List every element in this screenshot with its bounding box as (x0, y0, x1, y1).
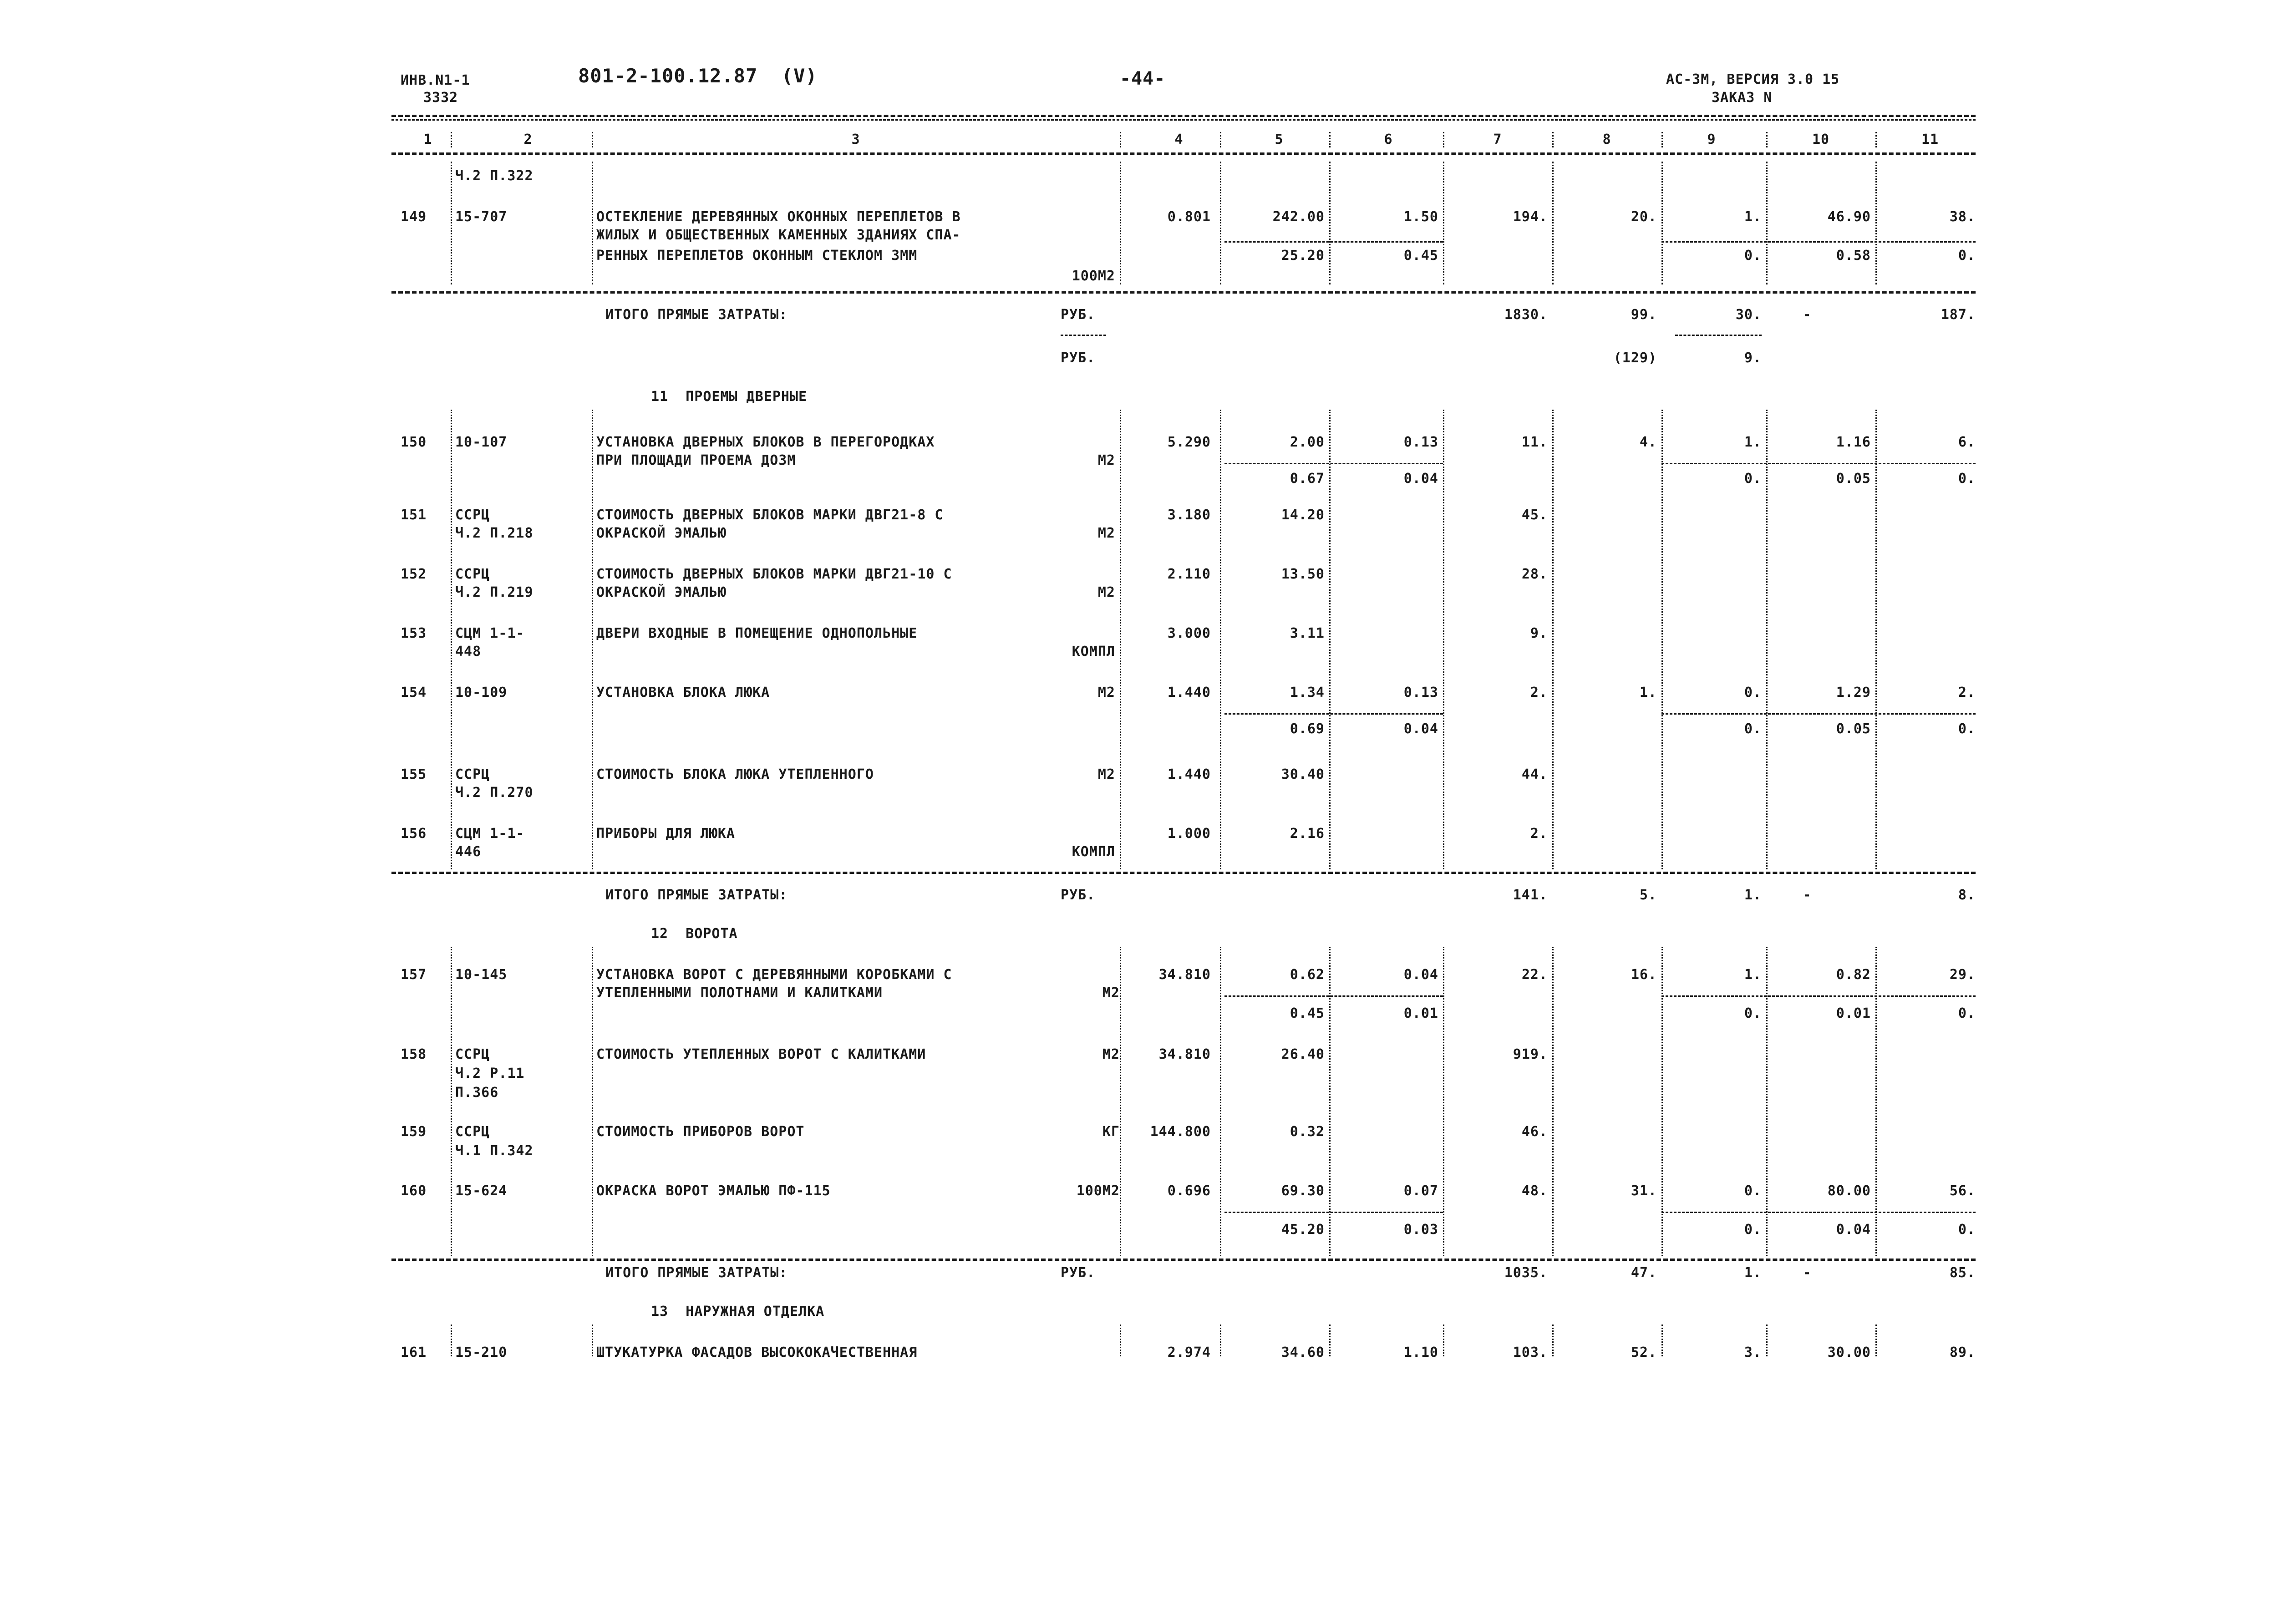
row-149-separator-2 (1120, 162, 1121, 284)
section-11-separator-2 (1120, 410, 1121, 869)
cell-code-2: 448 (455, 644, 482, 660)
cell-c11: 6. (1958, 434, 1976, 450)
cell-c9: 1. (1744, 209, 1762, 225)
cell-unit: КГ (1102, 1124, 1120, 1140)
section-heading-11: 11 ПРОЕМЫ ДВЕРНЫЕ (651, 389, 808, 405)
sub-rule-149-left (1224, 241, 1443, 243)
cell-num: 157 (401, 967, 427, 983)
cell-c7: 28. (1521, 566, 1548, 582)
totals-c9-underline (1675, 335, 1762, 336)
column-header-7: 7 (1493, 132, 1502, 147)
cell-desc: УСТАНОВКА ВОРОТ С ДЕРЕВЯННЫМИ КОРОБКАМИ С (596, 967, 952, 983)
cell-unit: М2 (1097, 584, 1115, 600)
cell-c5b: 0.45 (1290, 1005, 1325, 1021)
cell-code: 15-707 (455, 209, 508, 225)
cell-c6b: 0.03 (1403, 1222, 1438, 1238)
cell-desc: ЖИЛЫХ И ОБЩЕСТВЕННЫХ КАМЕННЫХ ЗДАНИЯХ СПА- (596, 227, 961, 243)
cell-c5: 242.00 (1272, 209, 1325, 225)
cell-c4: 3.180 (1167, 507, 1211, 523)
totals-c8: 47. (1631, 1265, 1657, 1281)
cell-c7: 48. (1521, 1183, 1548, 1199)
cell-c4: 2.974 (1167, 1345, 1211, 1360)
cell-c5b: 0.69 (1290, 721, 1325, 737)
cell-c10b: 0.05 (1836, 721, 1871, 737)
cell-desc: РЕННЫХ ПЕРЕПЛЕТОВ ОКОННЫМ СТЕКЛОМ 3ММ (596, 248, 918, 264)
cell-c9: 0. (1744, 1183, 1762, 1199)
section-11-separator-9 (1875, 410, 1877, 869)
cell-c10: 80.00 (1827, 1183, 1871, 1199)
cell-c7: 103. (1513, 1345, 1548, 1360)
section-11-separator-7 (1661, 410, 1663, 869)
cell-c9b: 0. (1744, 471, 1762, 487)
cell-c6: 0.45 (1403, 248, 1438, 264)
totals-c11: 8. (1958, 887, 1976, 903)
section-12-separator-0 (451, 947, 452, 1256)
row-149-separator-6 (1552, 162, 1554, 284)
cell-c10b: 0.01 (1836, 1005, 1871, 1021)
cell-desc: ШТУКАТУРКА ФАСАДОВ ВЫСОКОКАЧЕСТВЕННАЯ (596, 1345, 918, 1360)
row-161-separator-1 (592, 1325, 593, 1356)
column-header-8: 8 (1602, 132, 1611, 147)
cell-unit: КОМПЛ (1072, 644, 1115, 660)
totals-label: ИТОГО ПРЯМЫЕ ЗАТРАТЫ: (605, 1265, 788, 1281)
cell-c4: 1.000 (1167, 826, 1211, 842)
page-number: -44- (1120, 68, 1166, 89)
cell-c11: 38. (1949, 209, 1976, 225)
cell-num: 161 (401, 1345, 427, 1360)
cell-c5: 1.34 (1290, 685, 1325, 700)
cell-c10: 1.29 (1836, 685, 1871, 700)
cell-code-2: 446 (455, 844, 482, 860)
cell-code: 10-109 (455, 685, 508, 700)
cell-desc-2: УТЕПЛЕННЫМИ ПОЛОТНАМИ И КАЛИТКАМИ (596, 985, 883, 1001)
column-header-2: 2 (523, 132, 533, 147)
row-161-separator-5 (1443, 1325, 1444, 1356)
header-bottom-rule (391, 152, 1976, 155)
cell-code: СЦМ 1-1- (455, 625, 525, 641)
row-149-separator-7 (1661, 162, 1663, 284)
column-header-separator-9 (1875, 132, 1877, 147)
cell-num: 155 (401, 766, 427, 782)
cell-code: 10-107 (455, 434, 508, 450)
cell-c4: 0.696 (1167, 1183, 1211, 1199)
section-11-separator-6 (1552, 410, 1554, 869)
top-rule (391, 115, 1976, 117)
cell-num: 156 (401, 826, 427, 842)
sub-rule-149-right (1661, 241, 1976, 243)
section-rule-1 (391, 291, 1976, 294)
totals-c9: 1. (1744, 887, 1762, 903)
cell-desc-2: ПРИ ПЛОЩАДИ ПРОЕМА ДО3М (596, 452, 796, 468)
section-11-separator-4 (1329, 410, 1331, 869)
totals-c10: - (1803, 1265, 1812, 1281)
cell-c7: 22. (1521, 967, 1548, 983)
row-149-separator-1 (592, 162, 593, 284)
cell-unit: М2 (1097, 525, 1115, 541)
cell-code-2: Ч.2 П.218 (455, 525, 533, 541)
cell-c8: 52. (1631, 1345, 1657, 1360)
cell-desc: СТОИМОСТЬ ДВЕРНЫХ БЛОКОВ МАРКИ ДВГ21-8 С (596, 507, 944, 523)
cell-c9b: 0. (1744, 721, 1762, 737)
section-12-separator-2 (1120, 947, 1121, 1256)
cell-c6b: 0.01 (1403, 1005, 1438, 1021)
section-12-separator-7 (1661, 947, 1663, 1256)
section-heading-13: 13 НАРУЖНАЯ ОТДЕЛКА (651, 1304, 825, 1320)
row-161-separator-9 (1875, 1325, 1877, 1356)
cell-c4: 5.290 (1167, 434, 1211, 450)
column-header-separator-0 (451, 132, 452, 147)
column-header-separator-2 (1120, 132, 1121, 147)
section-heading-12: 12 ВОРОТА (651, 926, 738, 942)
cell-c5: 0.62 (1290, 967, 1325, 983)
cell-c7: 44. (1521, 766, 1548, 782)
column-header-separator-4 (1329, 132, 1331, 147)
column-header-11: 11 (1921, 132, 1939, 147)
section-12-separator-8 (1766, 947, 1768, 1256)
sub-rule-left (1224, 1212, 1443, 1213)
cell-num: 152 (401, 566, 427, 582)
section-12-separator-6 (1552, 947, 1554, 1256)
cell-desc: УСТАНОВКА БЛОКА ЛЮКА (596, 685, 770, 700)
cell-c11: 89. (1949, 1345, 1976, 1360)
cell-code: ССРЦ (455, 1046, 490, 1062)
cell-c7: 46. (1521, 1124, 1548, 1140)
cell-c4: 0.801 (1167, 209, 1211, 225)
cell-c6: 0.13 (1403, 685, 1438, 700)
row-149-separator-0 (451, 162, 452, 284)
totals-c9b: 9. (1744, 350, 1762, 366)
cell-c11b: 0. (1958, 1222, 1976, 1238)
sub-rule-right (1661, 1212, 1976, 1213)
cell-num: 150 (401, 434, 427, 450)
program-version: АС-3М, ВЕРСИЯ 3.0 15 (1666, 71, 1840, 87)
section-11-separator-5 (1443, 410, 1444, 869)
cell-c5: 14.20 (1281, 507, 1325, 523)
column-header-separator-1 (592, 132, 593, 147)
cell-c10: 0.58 (1836, 248, 1871, 264)
cell-c5: 2.16 (1290, 826, 1325, 842)
cell-c6: 0.04 (1403, 967, 1438, 983)
cell-c6b: 0.04 (1403, 721, 1438, 737)
cell-unit: М2 (1097, 452, 1115, 468)
cell-code: 15-210 (455, 1345, 508, 1360)
totals-c8: 5. (1639, 887, 1657, 903)
totals-c7: 1830. (1504, 307, 1548, 323)
sub-rule-right (1661, 463, 1976, 464)
cell-c5: 26.40 (1281, 1046, 1325, 1062)
column-header-5: 5 (1275, 132, 1284, 147)
cell-c7: 919. (1513, 1046, 1548, 1062)
cell-c6: 0.07 (1403, 1183, 1438, 1199)
section-11-separator-1 (592, 410, 593, 869)
row-161-separator-2 (1120, 1325, 1121, 1356)
cell-c6: 1.50 (1403, 209, 1438, 225)
inventory-label: ИНВ.N1-1 (401, 72, 470, 88)
cell-c4: 1.440 (1167, 766, 1211, 782)
cell-code-2: Ч.2 П.219 (455, 584, 533, 600)
cell-desc: СТОИМОСТЬ БЛОКА ЛЮКА УТЕПЛЕННОГО (596, 766, 874, 782)
cell-desc: ПРИБОРЫ ДЛЯ ЛЮКА (596, 826, 735, 842)
cell-c10: 0.82 (1836, 967, 1871, 983)
cell-code: ССРЦ (455, 1124, 490, 1140)
totals-unit: РУБ. (1061, 307, 1096, 323)
cell-code-2: Ч.2 П.270 (455, 785, 533, 801)
row-161-separator-4 (1329, 1325, 1331, 1356)
cell-code-2: Ч.2 Р.11 (455, 1066, 525, 1081)
cell-c4: 144.800 (1150, 1124, 1211, 1140)
cell-num: 154 (401, 685, 427, 700)
section-11-separator-3 (1220, 410, 1221, 869)
section-12-separator-4 (1329, 947, 1331, 1256)
totals-c7: 1035. (1504, 1265, 1548, 1281)
cell-c5: 69.30 (1281, 1183, 1325, 1199)
totals-unit: РУБ. (1061, 1265, 1096, 1281)
cell-c11: 2. (1958, 685, 1976, 700)
section-rule-3 (391, 1259, 1976, 1261)
cell-desc-2: ОКРАСКОЙ ЭМАЛЬЮ (596, 525, 726, 541)
totals-c9: 30. (1735, 307, 1762, 323)
cell-code: ССРЦ (455, 507, 490, 523)
cell-c8: 20. (1631, 209, 1657, 225)
cell-c5: 25.20 (1281, 248, 1325, 264)
cell-num: 158 (401, 1046, 427, 1062)
cell-c11b: 0. (1958, 471, 1976, 487)
row-149-separator-9 (1875, 162, 1877, 284)
cell-c10b: 0.05 (1836, 471, 1871, 487)
cell-c7: 194. (1513, 209, 1548, 225)
cell-c8: 4. (1639, 434, 1657, 450)
cell-c5: 30.40 (1281, 766, 1325, 782)
cell-unit: М2 (1097, 685, 1115, 700)
cell-c9: 1. (1744, 967, 1762, 983)
row-161-separator-3 (1220, 1325, 1221, 1356)
cell-desc: ОСТЕКЛЕНИЕ ДЕРЕВЯННЫХ ОКОННЫХ ПЕРЕПЛЕТОВ В (596, 209, 961, 225)
cell-code-3: П.366 (455, 1085, 499, 1101)
column-header-separator-5 (1443, 132, 1444, 147)
cell-c4: 1.440 (1167, 685, 1211, 700)
cell-desc: СТОИМОСТЬ ПРИБОРОВ ВОРОТ (596, 1124, 805, 1140)
cell-c7: 45. (1521, 507, 1548, 523)
column-header-separator-6 (1552, 132, 1554, 147)
cell-num: 153 (401, 625, 427, 641)
cell-c5: 34.60 (1281, 1345, 1325, 1360)
section-12-separator-5 (1443, 947, 1444, 1256)
inventory-number: 3332 (423, 90, 458, 106)
cell-c7: 11. (1521, 434, 1548, 450)
column-header-4: 4 (1174, 132, 1184, 147)
row-161-separator-8 (1766, 1325, 1768, 1356)
cell-c6: 1.10 (1403, 1345, 1438, 1360)
cell-c4: 3.000 (1167, 625, 1211, 641)
totals-c11: 187. (1941, 307, 1976, 323)
cell-c10b: 0.04 (1836, 1222, 1871, 1238)
cell-c6: 0.13 (1403, 434, 1438, 450)
cell-code: Ч.2 П.322 (455, 168, 533, 184)
cell-c7: 2. (1530, 826, 1548, 842)
cell-code: 10-145 (455, 967, 508, 983)
column-header-3: 3 (851, 132, 860, 147)
column-header-10: 10 (1812, 132, 1830, 147)
cell-c9: 1. (1744, 434, 1762, 450)
cell-c4: 34.810 (1158, 1046, 1211, 1062)
totals-c7: 141. (1513, 887, 1548, 903)
totals-unit-underline (1061, 335, 1106, 336)
row-161-separator-0 (451, 1325, 452, 1356)
sub-rule-left (1224, 713, 1443, 715)
cell-num: 160 (401, 1183, 427, 1199)
cell-c5: 3.11 (1290, 625, 1325, 641)
cell-c5: 2.00 (1290, 434, 1325, 450)
cell-unit: 100М2 (1076, 1183, 1120, 1199)
section-11-separator-0 (451, 410, 452, 869)
totals-c10: - (1803, 887, 1812, 903)
cell-c5: 0.32 (1290, 1124, 1325, 1140)
cell-c8: 31. (1631, 1183, 1657, 1199)
cell-desc: СТОИМОСТЬ ДВЕРНЫХ БЛОКОВ МАРКИ ДВГ21-10 С (596, 566, 952, 582)
totals-unit-2: РУБ. (1061, 350, 1096, 366)
sub-rule-left (1224, 995, 1443, 997)
cell-c5: 13.50 (1281, 566, 1325, 582)
totals-c11: 85. (1949, 1265, 1976, 1281)
cell-unit: 100М2 (1072, 268, 1115, 284)
cell-c11b: 0. (1958, 1005, 1976, 1021)
cell-c10: 30.00 (1827, 1345, 1871, 1360)
cell-desc: ДВЕРИ ВХОДНЫЕ В ПОМЕЩЕНИЕ ОДНОПОЛЬНЫЕ (596, 625, 918, 641)
cell-c9b: 0. (1744, 1222, 1762, 1238)
cell-code: СЦМ 1-1- (455, 826, 525, 842)
cell-c9: 0. (1744, 248, 1762, 264)
cell-c6b: 0.04 (1403, 471, 1438, 487)
totals-label: ИТОГО ПРЯМЫЕ ЗАТРАТЫ: (605, 307, 788, 323)
sub-rule-left (1224, 463, 1443, 464)
cell-c11b: 0. (1958, 721, 1976, 737)
cell-c7: 9. (1530, 625, 1548, 641)
cell-unit: М2 (1097, 766, 1115, 782)
cell-c11: 0. (1958, 248, 1976, 264)
sub-rule-right (1661, 713, 1976, 715)
cell-num: 151 (401, 507, 427, 523)
sub-rule-right (1661, 995, 1976, 997)
cell-desc: ОКРАСКА ВОРОТ ЭМАЛЬЮ ПФ-115 (596, 1183, 831, 1199)
row-149-separator-8 (1766, 162, 1768, 284)
section-rule-2 (391, 872, 1976, 874)
section-12-separator-1 (592, 947, 593, 1256)
totals-unit: РУБ. (1061, 887, 1096, 903)
top-rule-2 (391, 119, 1976, 121)
cell-c10: 46.90 (1827, 209, 1871, 225)
cell-c8: 1. (1639, 685, 1657, 700)
column-header-1: 1 (423, 132, 432, 147)
cell-c9: 3. (1744, 1345, 1762, 1360)
cell-c5b: 0.67 (1290, 471, 1325, 487)
cell-num: 159 (401, 1124, 427, 1140)
cell-code: 15-624 (455, 1183, 508, 1199)
column-header-separator-7 (1661, 132, 1663, 147)
row-149-separator-4 (1329, 162, 1331, 284)
cell-num: 149 (401, 209, 427, 225)
cell-code: ССРЦ (455, 566, 490, 582)
totals-c8: 99. (1631, 307, 1657, 323)
row-149-separator-5 (1443, 162, 1444, 284)
section-11-separator-8 (1766, 410, 1768, 869)
totals-c8b: (129) (1613, 350, 1657, 366)
cell-c7: 2. (1530, 685, 1548, 700)
cell-desc: СТОИМОСТЬ УТЕПЛЕННЫХ ВОРОТ С КАЛИТКАМИ (596, 1046, 926, 1062)
cell-desc: УСТАНОВКА ДВЕРНЫХ БЛОКОВ В ПЕРЕГОРОДКАХ (596, 434, 935, 450)
column-header-6: 6 (1384, 132, 1393, 147)
cell-c5b: 45.20 (1281, 1222, 1325, 1238)
section-12-separator-9 (1875, 947, 1877, 1256)
cell-c8: 16. (1631, 967, 1657, 983)
row-161-separator-7 (1661, 1325, 1663, 1356)
cell-unit: КОМПЛ (1072, 844, 1115, 860)
cell-desc-2: ОКРАСКОЙ ЭМАЛЬЮ (596, 584, 726, 600)
document-code: 801-2-100.12.87 (V) (578, 65, 818, 87)
cell-unit: М2 (1102, 1046, 1120, 1062)
cell-c11: 56. (1949, 1183, 1976, 1199)
cell-c10: 1.16 (1836, 434, 1871, 450)
cell-c9b: 0. (1744, 1005, 1762, 1021)
column-header-9: 9 (1707, 132, 1716, 147)
cell-unit: М2 (1102, 985, 1120, 1001)
cell-c11: 29. (1949, 967, 1976, 983)
cell-code: ССРЦ (455, 766, 490, 782)
cell-code-2: Ч.1 П.342 (455, 1143, 533, 1159)
totals-c10: - (1803, 307, 1812, 323)
totals-label: ИТОГО ПРЯМЫЕ ЗАТРАТЫ: (605, 887, 788, 903)
row-149-separator-3 (1220, 162, 1221, 284)
cell-c9: 0. (1744, 685, 1762, 700)
column-header-separator-3 (1220, 132, 1221, 147)
cell-c4: 2.110 (1167, 566, 1211, 582)
totals-c9: 1. (1744, 1265, 1762, 1281)
order-label: ЗАКАЗ N (1712, 90, 1773, 106)
row-161-separator-6 (1552, 1325, 1554, 1356)
section-12-separator-3 (1220, 947, 1221, 1256)
column-header-separator-8 (1766, 132, 1768, 147)
cell-c4: 34.810 (1158, 967, 1211, 983)
